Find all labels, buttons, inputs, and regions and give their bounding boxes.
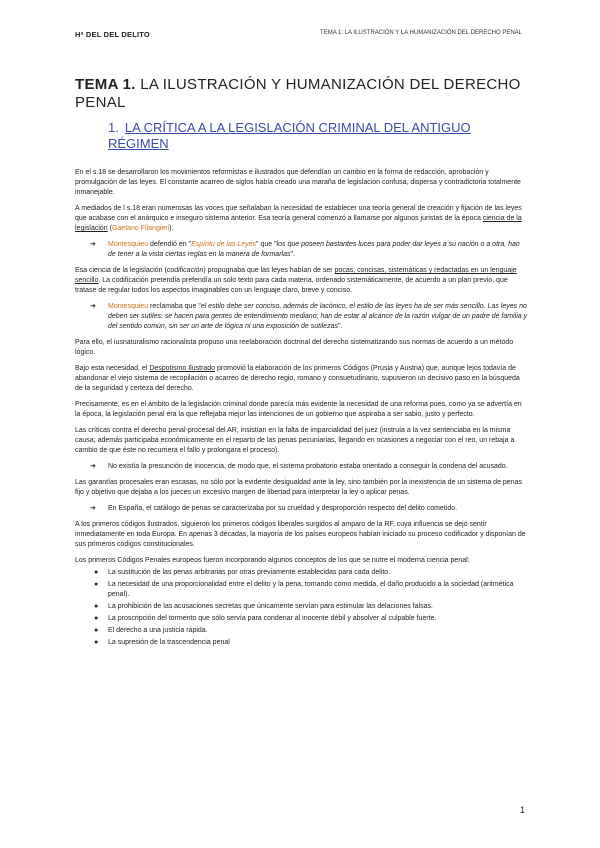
list-item: ● La proscripción del tormento que sólo servía para condenar al inocente débil y absolver al culpable fuerte. (94, 615, 437, 622)
list-item: ● La sustitución de las penas arbitrarias por otras previamente establecidas para cada delito. (94, 569, 391, 576)
document-body (75, 168, 528, 650)
arrow-bullet-item: ➔ No existía la presunción de inocencia, de modo que, el sistema probatorio estaba orientado a conseguir la condena del acusado. (90, 463, 508, 470)
section-number: 1. (108, 120, 119, 135)
page-header (75, 30, 522, 42)
arrow-icon: ➔ (90, 241, 96, 248)
list-item: ● La prohibición de las acusaciones secretas que únicamente servían para estimular las delaciones falsas. (94, 603, 433, 610)
paragraph: Los primeros Códigos Penales europeos fueron incorporando algunos conceptos de los que se nutre el moderna ciencia penal: (75, 557, 470, 564)
bullet-dot-icon: ● (94, 603, 99, 610)
arrow-icon: ➔ (90, 463, 96, 470)
arrow-bullet-item: ➔ En España, el catálogo de penas se caracterizaba por su crueldad y desproporción respecto del delito cometido. (90, 505, 458, 512)
paragraph: Bajo esta necesidad, el Despotismo Ilustrado promovió la elaboración de los primeros Códigos (Prusia y Austria) que, aunque lejos todavía de abandonar el viejo sistema de recopilación o acarreo de derecho regio, romano y consuetudinario, supusieron un decisivo paso en la búsqueda de la seguridad y certeza del derecho. (75, 365, 520, 392)
list-item: ● La necesidad de una proporcionalidad entre el delito y la pena, tomando como medida, el daño producido a la sociedad (aritmética penal). (94, 581, 514, 598)
chapter-title-text: LA ILUSTRACIÓN Y HUMANIZACIÓN DEL DERECHO PENAL (75, 76, 521, 111)
paragraph: En el s.18 se desarrollaron los movimientos reformistas e ilustrados que defendían un cambio en la forma de redacción, aprobación y promulgación de las leyes. El constante acarreo de siglos había creado una maraña de legislación confusa, dispersa y contradictoria totalmente inmanejable. (75, 169, 521, 196)
paragraph: Esa ciencia de la legislación (codificación) propugnaba que las leyes habían de ser pocas, concisas, sistemáticas y redactadas en un lenguaje sencillo. La codificación pretendía prefendía un solo texto para cada materia, ordenado sistemáticamente, de acuerdo a un plan previo, que tratase de regular todos los aspectos imaginables con un lenguaje claro, breve y conciso. (75, 267, 517, 294)
paragraph: A los primeros códigos ilustrados, siguieron los primeros códigos liberales surgidos al amparo de la RF, cuya influencia se dejó sentir inmediatamente en toda Europa. En apenas 3 décadas, la mayoría de los países europeos habían iniciado su proceso codificador y disponían de sus primeros códigos constitucionales. (75, 521, 526, 548)
bullet-dot-icon: ● (94, 581, 99, 588)
arrow-bullet-item: ➔ Montesquieu reclamaba que "el estilo debe ser conciso, además de lacónico, el estilo de las leyes ha de ser más sencillo. Las leyes no deben ser sutiles: se hacen para gentes de entendimiento mediano; han de estar al alcance de la razón vulgar de un padre de familia y del sentido común, sin ser un arte de lógica ni una exposición de sutilezas". (90, 303, 528, 330)
arrow-icon: ➔ (90, 303, 96, 310)
bullet-dot-icon: ● (94, 639, 99, 646)
arrow-bullet-item: ➔ Montesquieu defendió en "Espíritu de las Leyes" que "los que poseen bastantes luces para poder dar leyes a su nación o a otra, han de tener a la vista ciertas reglas en la manera de formarlas". (90, 241, 520, 258)
page-number: 1 (519, 805, 525, 815)
bullet-dot-icon: ● (94, 627, 99, 634)
header-course-title: Hª DEL DEL DELITO (75, 30, 150, 39)
paragraph: Para ello, el iusnaturalismo racionalista propuso una reelaboración doctrinal del derecho sistematizando sus normas de acuerdo a un método lógico. (75, 339, 514, 356)
paragraph: Las críticas contra el derecho penal-procesal del AR, insistían en la falta de imparcialidad del juez (instruía a la vez sentenciaba en la misma causa; además participaba económicamente en el reparto de las penas pecuniarias, llegando en ocasiones a negociar con el reo, un rebaja a cambio de que éste no recurriera el fallo y prolongara el proceso). (75, 427, 515, 454)
bullet-dot-icon: ● (94, 615, 99, 622)
paragraph: Las garantías procesales eran escasas, no sólo por la evidente desigualdad ante la ley, sino también por la inexistencia de un sistema de penas fijo y objetivo que dejaba a los jueces un excesivo margen de libertad para interpretar la ley o aplicar penas. (75, 479, 522, 496)
arrow-icon: ➔ (90, 505, 96, 512)
bullet-dot-icon: ● (94, 569, 99, 576)
section-heading-link[interactable]: LA CRÍTICA A LA LEGISLACIÓN CRIMINAL DEL ANTIGUO RÉGIMEN (108, 120, 471, 151)
header-chapter-title: TEMA 1: LA ILUSTRACIÓN Y LA HUMANIZACIÓN DEL DERECHO PENAL (320, 30, 522, 36)
chapter-title (75, 76, 530, 112)
paragraph: A mediados de l s.18 eran numerosas las voces que señalaban la necesidad de establecer una teoría general de creación y fijación de las leyes que acabase con el anárquico e inseguro sistema anterior. Esa teoría general comenzó a llamarse por algunos juristas de la época ciencia de la legislación (Gaetano Filangieri). (75, 205, 522, 232)
list-item: ● La supresión de la trascendencia penal (94, 639, 230, 646)
list-item: ● El derecho a una justicia rápida. (94, 627, 208, 634)
chapter-title-prefix: TEMA 1. (75, 76, 136, 93)
paragraph: Precisamente, es en el ámbito de la legislación criminal donde parecía más evidente la necesidad de una reforma pues, como ya se advertía en la época, la legislación penal era la que reflejaba mejor las intenciones de un gobierno que aspiraba a ser sabio, justo y perfecto. (75, 401, 522, 418)
section-heading (108, 120, 528, 152)
